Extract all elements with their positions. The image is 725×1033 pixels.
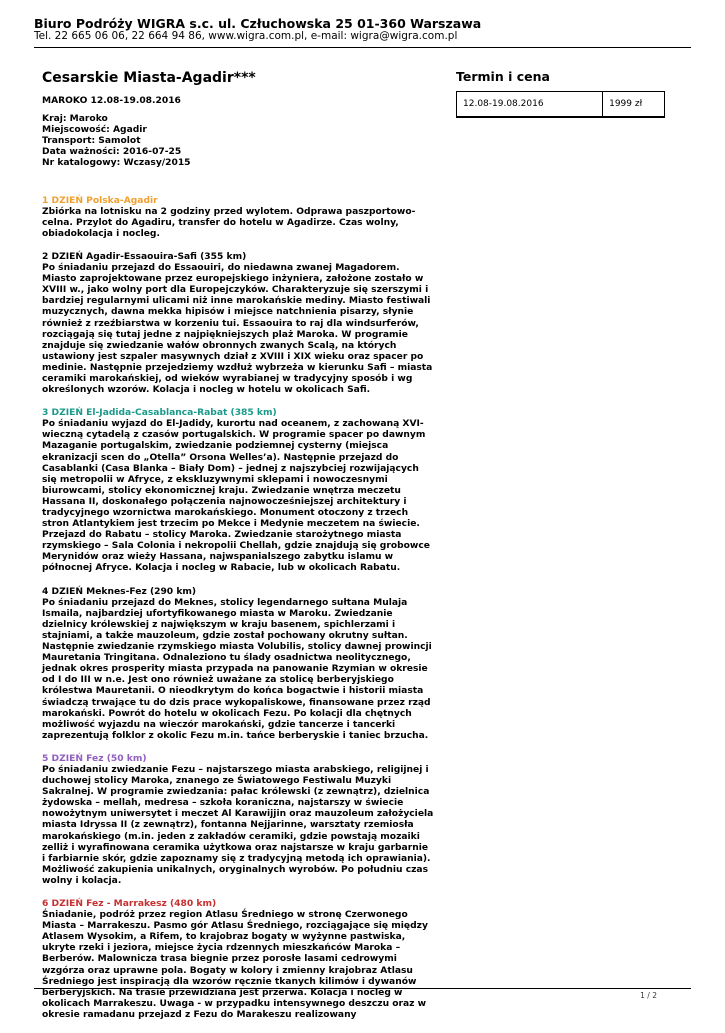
day-2	[42, 252, 434, 396]
day-title: 5 DZIEŃ Fez (50 km)	[42, 753, 147, 764]
day-title: 2 DZIEŃ Agadir-Essaouira-Safi (355 km)	[42, 251, 247, 262]
day-5	[42, 754, 434, 887]
meta-catalog: Nr katalogowy: Wczasy/2015	[42, 158, 191, 169]
page-number: 1 / 2	[640, 991, 657, 1000]
day-title: 1 DZIEŃ Polska-Agadir	[42, 195, 158, 206]
offer-meta	[42, 114, 434, 169]
day-title: 6 DZIEŃ Fez - Marrakesz (480 km)	[42, 899, 217, 909]
meta-place: Miejscowość: Agadir	[42, 125, 147, 136]
dates-prices-table	[456, 91, 665, 118]
table-row	[457, 92, 665, 118]
offer-title: Cesarskie Miasta-Agadir***	[42, 70, 256, 86]
day-text: Śniadanie, podróż przez region Atlasu Średniego w stronę Czerwonego Miasta – Marrakeszu. Pasmo gór Atlasu Średniego, rozciągające się między Atlasem Wysokim, a Rifem, to krajobraz bogaty w wyżynne pastwiska, ukryte rzeki i jeziora, miejsce życia rdzennych mieszkańców Maroka – Berberów. Malownicza trasa biegnie przez porosłe lasami cedrowymi wzgórza oraz uprawne pola. Bogaty w kolory i zmienny krajobraz Atlasu Średniego jest inspiracją dla wzorów ręcznie tkanych kilimów i dywanów berberyjskich. Na trasie przewidziana jest przerwa. Kolacja i nocleg w okolicach Marrakeszu. Uwaga - w przypadku intensywnego deszczu oraz w okresie ramadanu przejazd z Fezu do Marakeszu realizowany	[42, 910, 428, 1020]
contact-line: Tel. 22 665 06 06, 22 664 94 86, www.wigra.com.pl, e-mail: wigra@wigra.com.pl	[34, 30, 458, 42]
day-text: Zbiórka na lotnisku na 2 godziny przed wylotem. Odprawa paszportowo-celna. Przylot do Agadiru, transfer do hotelu w Agadirze. Czas wolny, obiadokolacja i nocleg.	[42, 206, 416, 239]
term-price: 1999 zł	[603, 92, 665, 118]
company-header: Biuro Podróży WIGRA s.c. ul. Człuchowska 25 01-360 Warszawa	[34, 16, 482, 31]
meta-country: Kraj: Maroko	[42, 114, 108, 125]
day-text: Po śniadaniu przejazd do Essaouiri, do niedawna zwanej Magadorem. Miasto zaprojektowane przez europejskiego inżyniera, założone zostało w XVIII w., jako wolny port dla Europejczyków. Charakteryzuje się szerszymi i bardziej regularnymi ulicami niż inne marokańskie mediny. Miasto festiwali muzycznych, dawna mekka hipisów i miejsce natchnienia pisarzy, słynie również z rzeźbiarstwa w korzeniu tui. Essaouira to raj dla windsurferów, rozciągają się tutaj jedne z najpiękniejszych plaż Maroka. W programie znajduje się zwiedzanie wałów obronnych zwanych Scalą, na których ustawiony jest szpaler masywnych dział z XVIII i XIX wieku oraz spacer po medinie. Następnie przejedziemy wzdłuż wybrzeża w kierunku Safi – miasta ceramiki marokańskiej, od wieków wyrabianej w tradycyjny sposób i wg określonych wzorów. Kolacja i nocleg w hotelu w okolicach Safi.	[42, 263, 433, 396]
day-6	[42, 899, 434, 1021]
day-text: Po śniadaniu wyjazd do El-Jadidy, kurortu nad oceanem, z zachowaną XVI-wieczną cytadelą z czasów portugalskich. W programie spacer po dawnym Mazaganie portugalskim, zwiedzanie podziemnej cysterny (miejsca ekranizacji scen do „Otella” Orsona Welles’a). Następnie przejazd do Casablanki (Casa Blanka – Biały Dom) – jednej z najszybciej rozwijających się metropolii w Afryce, z ekskluzywnymi sklepami i nowoczesnymi biurowcami, stolicy ekonomicznej kraju. Zwiedzanie wnętrza meczetu Hassana II, doskonałego połączenia najnowocześniejszej architektury i tradycyjnego wzornictwa marokańskiego. Monument otoczony z trzech stron Atlantykiem jest trzecim po Mekce i Medynie meczetem na świecie. Przejazd do Rabatu – stolicy Maroka. Zwiedzanie starożytnego miasta rzymskiego – Sala Colonia i nekropolii Chellah, gdzie znajdują się grobowce Merynidów oraz wieży Hassana, najwspanialszego zabytku islamu w północnej Afryce. Kolacja i nocleg w Rabacie, lub w okolicach Rabatu.	[42, 419, 430, 574]
day-text: Po śniadaniu zwiedzanie Fezu – najstarszego miasta arabskiego, religijnej i duchowej stolicy Maroka, znanego ze Światowego Festiwalu Muzyki Sakralnej. W programie zwiedzania: pałac królewski (z zewnątrz), dzielnica żydowska – mellah, medresa – szkoła koraniczna, najstarszy w świecie nowożytnym uniwersytet i meczet Al Karawijjin oraz mauzoleum założyciela miasta Idryssa II (z zewnątrz), fontanna Nejjarinne, warsztaty rzemiosła marokańskiego (m.in. jeden z zakładów ceramiki, gdzie powstają mozaiki zelliż i wyrafinowana ceramika użytkowa oraz najstarsze w kraju garbarnie i farbiarnie skór, gdzie zapoznamy się z tradycyjną metodą ich oprawiania). Możliwość zakupienia unikalnych, oryginalnych wyrobów. Po południu czas wolny i kolacja.	[42, 764, 434, 886]
dates-prices-heading: Termin i cena	[456, 69, 550, 84]
day-4	[42, 587, 434, 742]
meta-transport: Transport: Samolot	[42, 136, 141, 147]
offer-body	[42, 96, 434, 1033]
day-3	[42, 408, 434, 574]
meta-validity: Data ważności: 2016-07-25	[42, 147, 182, 158]
day-title: 3 DZIEŃ El-Jadida-Casablanca-Rabat (385 km)	[42, 408, 277, 419]
term-date: 12.08-19.08.2016	[457, 92, 603, 118]
day-title: 4 DZIEŃ Meknes-Fez (290 km)	[42, 586, 197, 597]
header-divider	[34, 47, 691, 48]
offer-subtitle: MAROKO 12.08-19.08.2016	[42, 96, 181, 106]
day-text: Po śniadaniu przejazd do Meknes, stolicy legendarnego sułtana Mulaja Ismaila, najbardziej ufortyfikowanego miasta w Maroku. Zwiedzanie dzielnicy królewskiej z największym w kraju basenem, spichlerzami i stajniami, a także mauzoleum, gdzie został pochowany okrutny sułtan. Następnie zwiedzanie rzymskiego miasta Volubilis, stolicy dawnej prowincji Mauretania Tringitana. Odnaleziono tu ślady osadnictwa neolitycznego, jednak okres prosperity miasta przypada na panowanie Rzymian w okresie od I do III w n.e. Jest ono również uważane za stolicę berberyjskiego królestwa Mauretanii. O nieodkrytym do końca bogactwie i historii miasta świadczą trwające tu do dzis prace wykopaliskowe, finansowane przez rząd marokański. Powrót do hotelu w okolicach Fezu. Po kolacji dla chętnych możliwość wyjazdu na wieczór marokański, gdzie tancerze i tancerki zaprezentują folklor z okolic Fezu m.in. tańce berberyskie i taniec brzucha.	[42, 597, 432, 741]
day-1	[42, 196, 434, 240]
footer-divider	[34, 988, 691, 989]
